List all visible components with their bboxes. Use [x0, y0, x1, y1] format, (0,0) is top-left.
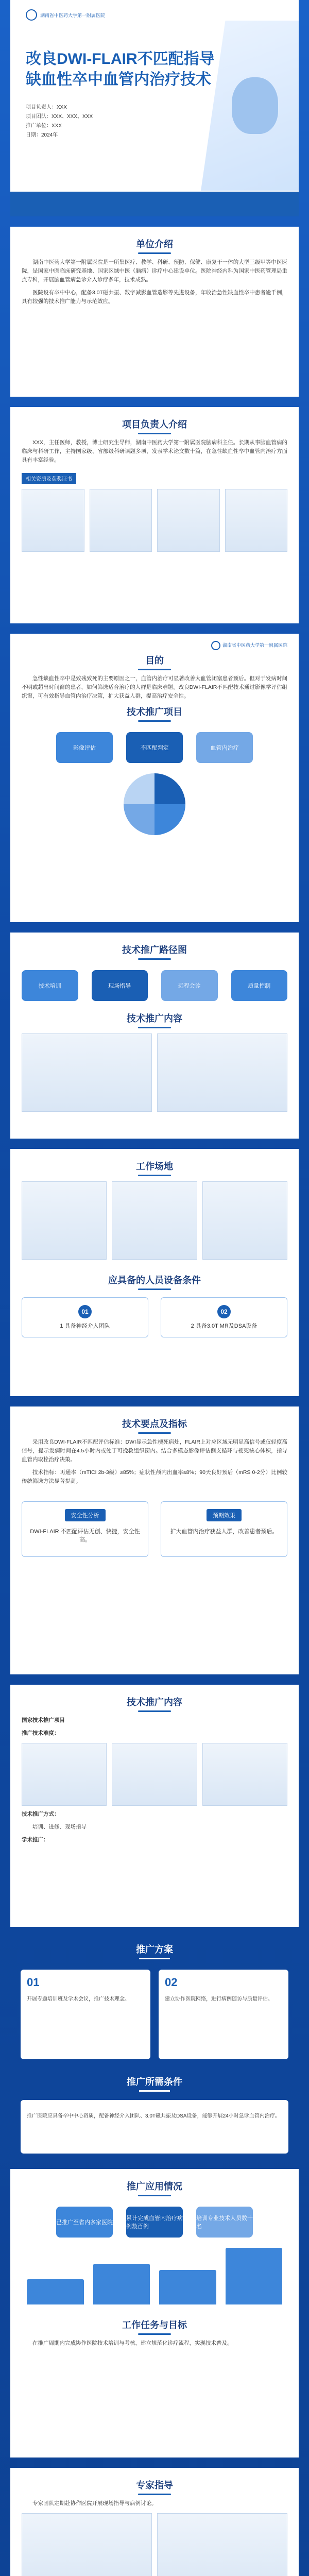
- content2-a: 国家技术推广项目: [22, 1717, 65, 1723]
- unit-body-2: 医院设有卒中中心，配备3.0T磁共振、数字减影血管造影等先进设备，年收治急性缺血性卒中患者逾千例，具有较强的技术推广能力与示范效应。: [22, 290, 287, 304]
- org-name: 湖南省中医药大学第一附属医院: [40, 12, 106, 18]
- route-step: 远程会诊: [161, 970, 218, 1001]
- meta-line: 项目负责人：XXX: [26, 105, 67, 110]
- flow-step: 不匹配判定: [126, 732, 183, 763]
- cert-label: 相关资质及获奖证书: [22, 473, 76, 484]
- flow-step: 血管内治疗: [196, 732, 253, 763]
- route-step: 技术培训: [22, 970, 78, 1001]
- cycle-diagram: [124, 773, 185, 835]
- leader-body: XXX，主任医师，教授，博士研究生导师，湖南中医药大学第一附属医院脑病科主任。长期从事脑血管病的临床与科研工作，主持国家级、省部级科研课题多项，发表学术论文数十篇，在急性缺血性卒中血管内治疗方面具有丰富经验。: [22, 439, 287, 463]
- push-plan-band: [0, 1942, 309, 2159]
- safety-body: DWI-FLAIR 不匹配评估无创、快捷，安全性高。: [30, 1529, 140, 1543]
- effect-body: 扩大血管内治疗获益人群，改善患者预后。: [170, 1529, 278, 1535]
- purpose-card: [10, 634, 299, 922]
- content-images: [22, 1033, 287, 1112]
- section-title: 工作场地: [22, 1159, 287, 1176]
- push-a: 技术推广方式：: [22, 1811, 60, 1817]
- section-title: 推广所需条件: [0, 2075, 309, 2092]
- cert-image: [225, 489, 288, 552]
- content2-images: [22, 1743, 287, 1806]
- number-badge: 01: [78, 1305, 92, 1318]
- cond-card: [21, 2100, 288, 2154]
- cond-body: 推广医院应具备卒中中心资质，配备神经介入团队、3.0T磁共振及DSA设备，能够开展24小时急诊血管内治疗。: [27, 2113, 280, 2119]
- effect-pill: 预期效果: [207, 1509, 242, 1521]
- unit-intro-card: [10, 227, 299, 397]
- site-image: [202, 1181, 287, 1260]
- content2-image: [22, 1743, 107, 1806]
- cert-image: [90, 489, 152, 552]
- site-image: [112, 1181, 197, 1260]
- seal-icon: [211, 641, 220, 650]
- cover: [10, 0, 299, 216]
- org-name: 湖南省中医药大学第一附属医院: [222, 642, 287, 648]
- number-badge: 02: [217, 1305, 231, 1318]
- status-card: [10, 2169, 299, 2458]
- plan-card: 02 建立协作医院网络，进行病例随访与质量评估。: [159, 1970, 288, 2059]
- section-title: 技术推广内容: [22, 1011, 287, 1028]
- purpose-body: 急性缺血性卒中是致残致死的主要原因之一，血管内治疗可显著改善大血管闭塞患者预后。但对于发病时间不明或超出时间窗的患者，如何筛选适合治疗的人群是临床难题。改良DWI-FLAIR不匹配技术通过影像学评估组织窗，可有效指导血管内治疗决策，扩大获益人群，提高治疗安全性。: [22, 675, 287, 699]
- content2-b: 推广技术难度：: [22, 1730, 60, 1736]
- status-chart: [27, 2248, 282, 2304]
- brain-illustration: [201, 21, 299, 191]
- section-title: 工作任务与目标: [22, 2318, 287, 2335]
- tech-flow: [22, 732, 287, 763]
- content2-image: [202, 1743, 287, 1806]
- status-steps: [22, 2207, 287, 2238]
- cover-title: 改良DWI-FLAIR不匹配指导缺血性卒中血管内治疗技术: [26, 50, 215, 88]
- personnel-boxes: [22, 1297, 287, 1337]
- push-b: 培训、进修、现场指导: [32, 1824, 87, 1830]
- plan-text: 开展专题培训班及学术会议，推广技术理念。: [27, 1996, 130, 2002]
- cert-image: [157, 489, 220, 552]
- section-title: 推广应用情况: [22, 2179, 287, 2196]
- section-title: 目的: [22, 653, 287, 670]
- topbar: [22, 641, 287, 650]
- content2-card: [10, 1685, 299, 1927]
- chart-bar: [226, 2248, 283, 2304]
- key-body-2: 技术指标：再通率（mTICI 2b-3级）≥85%；症状性颅内出血率≤8%；90天良好预后（mRS 0-2分）比例较传统筛选方法显著提高。: [22, 1469, 287, 1484]
- section-title: 技术推广内容: [22, 1695, 287, 1712]
- task-body: 在推广周期内完成协作医院技术培训与考核，建立规范化诊疗流程，实现技术普及。: [32, 2340, 233, 2346]
- expert-image: [22, 2513, 152, 2576]
- section-title: 专家指导: [22, 2478, 287, 2495]
- personnel-box: [22, 1297, 148, 1337]
- org-logo: [26, 9, 105, 21]
- personnel-text: 2 具备3.0T MR及DSA设备: [191, 1323, 258, 1329]
- section-title: 单位介绍: [22, 237, 287, 254]
- effect-box: [161, 1501, 287, 1557]
- section-title: 应具备的人员设备条件: [22, 1273, 287, 1290]
- cert-grid: [22, 489, 287, 552]
- expert-card: [10, 2468, 299, 2576]
- route-flow: [22, 970, 287, 1001]
- flow-step: 影像评估: [56, 732, 113, 763]
- leader-card: [10, 407, 299, 623]
- push-c: 学术推广：: [22, 1837, 49, 1843]
- expert-images: [22, 2513, 287, 2576]
- unit-body: 湖南中医药大学第一附属医院是一所集医疗、教学、科研、预防、保健、康复于一体的大型三级甲等中医医院，是国家中医临床研究基地、国家区域中医（脑病）诊疗中心建设单位。医院神经内科为国家中医药管理局重点专科，开展脑血管病急诊介入诊疗多年，技术成熟。: [22, 259, 287, 283]
- meta-line: 项目团队：XXX、XXX、XXX: [26, 114, 93, 120]
- plan-card: 01 开展专题培训班及学术会议，推广技术理念。: [21, 1970, 150, 2059]
- chart-bar: [159, 2270, 216, 2304]
- route-step: 现场指导: [92, 970, 148, 1001]
- section-title: 技术要点及指标: [22, 1417, 287, 1434]
- content-image: [157, 1033, 287, 1112]
- section-title: 技术推广路径图: [22, 943, 287, 960]
- site-images: [22, 1181, 287, 1260]
- plan-text: 建立协作医院网络，进行病例随访与质量评估。: [165, 1996, 273, 2002]
- status-step: 累计完成血管内治疗病例数百例: [126, 2207, 183, 2238]
- meta-line: 日期：2024年: [26, 132, 58, 138]
- cert-image: [22, 489, 84, 552]
- content2-image: [112, 1743, 197, 1806]
- section-title: 技术推广项目: [22, 705, 287, 722]
- cover-banner: [10, 192, 299, 216]
- status-step: 已推广至省内多家医院: [56, 2207, 113, 2238]
- personnel-box: [161, 1297, 287, 1337]
- safety-box: [22, 1501, 148, 1557]
- expert-body: 专家团队定期赴协作医院开展现场指导与病例讨论。: [32, 2500, 157, 2506]
- content-image: [22, 1033, 152, 1112]
- cover-meta: [26, 103, 93, 140]
- route-card: [10, 933, 299, 1139]
- workflow-card: [10, 1149, 299, 1396]
- personnel-text: 1 具备神经介入团队: [60, 1323, 110, 1329]
- expert-image: [157, 2513, 287, 2576]
- status-step: 培训专业技术人员数十名: [196, 2207, 253, 2238]
- key-body: 采用改良DWI-FLAIR不匹配评估标准：DWI显示急性梗死病灶，FLAIR上对应区域无明显高信号或仅轻度高信号，提示发病时间在4.5小时内或处于可挽救组织窗内。结合多模态影像评估侧支循环与梗死核心体积，指导血管内取栓治疗决策。: [22, 1439, 287, 1463]
- keypoints-card: [10, 1406, 299, 1674]
- seal-icon: [26, 9, 37, 21]
- safety-pill: 安全性分析: [65, 1509, 106, 1521]
- site-image: [22, 1181, 107, 1260]
- route-step: 质量控制: [231, 970, 288, 1001]
- section-title: 项目负责人介绍: [22, 417, 287, 434]
- chart-bar: [93, 2264, 150, 2304]
- push-plan-cards: [21, 1970, 288, 2059]
- meta-line: 推广单位：XXX: [26, 123, 62, 129]
- chart-bar: [27, 2279, 84, 2304]
- section-title: 推广方案: [0, 1942, 309, 1959]
- safety-effect: [22, 1501, 287, 1557]
